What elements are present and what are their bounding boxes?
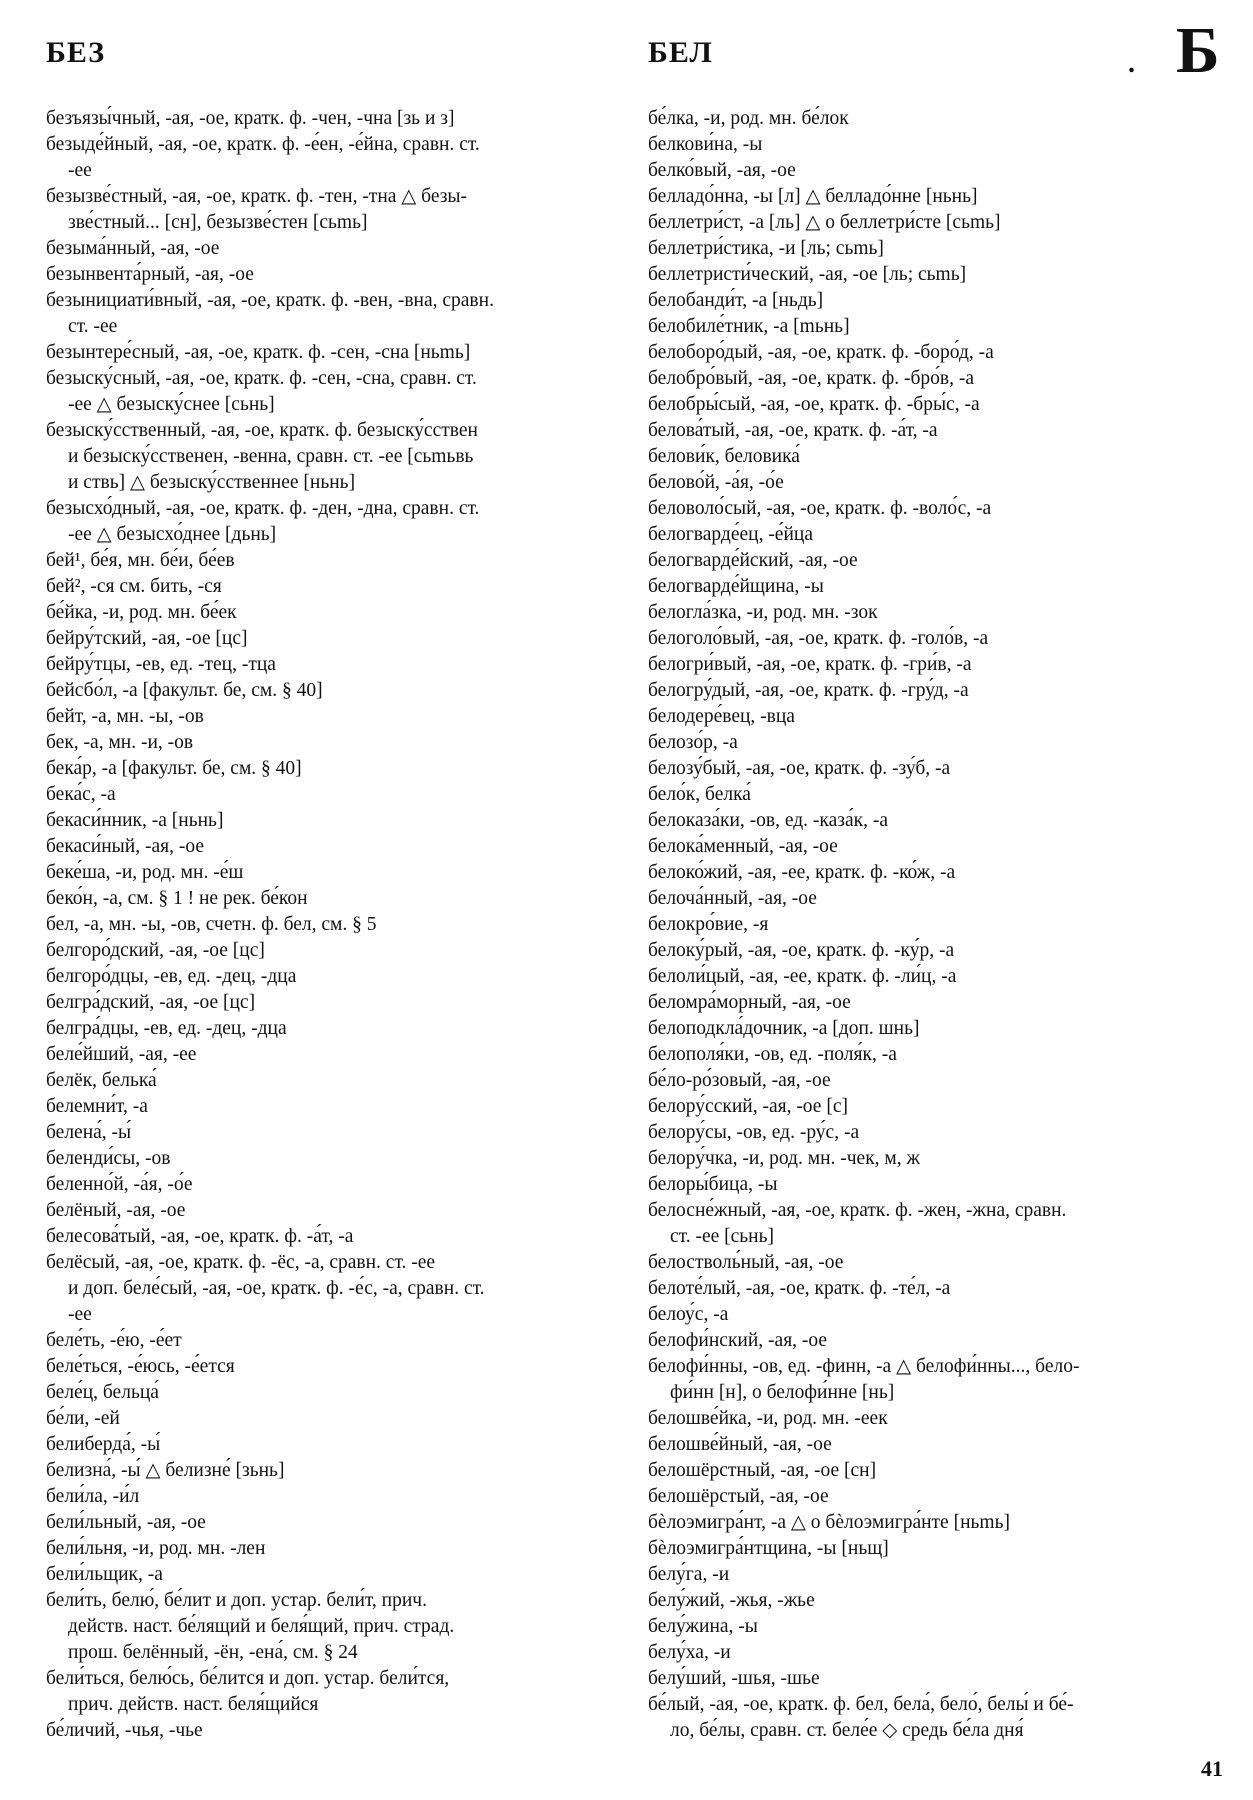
dictionary-line: бе́личий, -чья, -чье bbox=[46, 1720, 203, 1741]
dictionary-line: белгоро́дский, -ая, -ое [цс] bbox=[46, 940, 265, 961]
dictionary-line: белоли́цый, -ая, -ее, кратк. ф. -ли́ц, -а bbox=[648, 966, 957, 987]
dictionary-line: беллетри́ст, -а [ль] △ о беллетри́сте [сьmь] bbox=[648, 212, 1001, 233]
dictionary-line: безынвента́рный, -ая, -ое bbox=[46, 264, 254, 285]
dictionary-line: действ. наст. бе́лящий и беля́щий, прич. страд. bbox=[68, 1616, 455, 1637]
dictionary-line: белгра́дский, -ая, -ое [цс] bbox=[46, 992, 256, 1013]
dictionary-line: бе́ли, -ей bbox=[46, 1408, 120, 1429]
running-head-left: БЕЗ bbox=[46, 36, 106, 69]
dictionary-line: белоказа́ки, -ов, ед. -каза́к, -а bbox=[648, 810, 888, 831]
dictionary-line: бека́с, -а bbox=[46, 784, 116, 805]
dictionary-line: бѐлоэмигра́нтщина, -ы [ньщ] bbox=[648, 1538, 889, 1559]
dictionary-line: белошве́йка, -и, род. мн. -еек bbox=[648, 1408, 888, 1429]
dictionary-line: бейру́тский, -ая, -ое [цс] bbox=[46, 628, 248, 649]
dictionary-line: бели́льный, -ая, -ое bbox=[46, 1512, 206, 1533]
dictionary-line: белозу́бый, -ая, -ое, кратк. ф. -зу́б, -а bbox=[648, 758, 951, 779]
dictionary-line: белу́ха, -и bbox=[648, 1642, 731, 1663]
dictionary-line: белизна́, -ы́ △ белизне́ [зьнь] bbox=[46, 1460, 285, 1481]
dictionary-line: бей¹, бе́я, мн. бе́и, бе́ев bbox=[46, 550, 235, 571]
dictionary-line: белобро́вый, -ая, -ое, кратк. ф. -бро́в, -а bbox=[648, 368, 974, 389]
right-column bbox=[648, 106, 1213, 1744]
dictionary-line: белёк, белька́ bbox=[46, 1070, 157, 1091]
dictionary-line: бе́лый, -ая, -ое, кратк. ф. бел, бела́, бело́, белы́ и бе́- bbox=[648, 1694, 1074, 1715]
dictionary-line: бѐлоэмигра́нт, -а △ о бѐлоэмигра́нте [ньmь] bbox=[648, 1512, 1010, 1533]
dictionary-line: бекаси́ный, -ая, -ое bbox=[46, 836, 204, 857]
dictionary-line: белофи́нны, -ов, ед. -финн, -а △ белофи́нны..., бело- bbox=[648, 1356, 1080, 1377]
dictionary-line: и ствь] △ безыску́сственнее [ньнь] bbox=[68, 472, 356, 493]
dictionary-line: бел, -а, мн. -ы, -ов, счетн. ф. бел, см. § 5 bbox=[46, 914, 377, 935]
dictionary-line: ст. -ее [сьнь] bbox=[670, 1226, 775, 1247]
dictionary-line: белогварде́йщина, -ы bbox=[648, 576, 824, 597]
dictionary-line: безыма́нный, -ая, -ое bbox=[46, 238, 220, 259]
dictionary-line: безысхо́дный, -ая, -ое, кратк. ф. -ден, -дна, сравн. ст. bbox=[46, 498, 480, 519]
dictionary-line: белу́га, -и bbox=[648, 1564, 730, 1585]
dictionary-line: и безыску́сственен, -венна, сравн. ст. -ее [сьmьвь bbox=[68, 446, 474, 467]
dictionary-line: белладо́нна, -ы [л] △ белладо́нне [ньнь] bbox=[648, 186, 978, 207]
dictionary-line: -ее bbox=[68, 1304, 92, 1325]
dictionary-line: белена́, -ы́ bbox=[46, 1122, 132, 1143]
dictionary-line: белобиле́тник, -а [mьнь] bbox=[648, 316, 850, 337]
dictionary-line: бе́ло-ро́зовый, -ая, -ое bbox=[648, 1070, 831, 1091]
dictionary-line: прич. действ. наст. беля́щийся bbox=[68, 1694, 319, 1715]
dictionary-line: белу́жина, -ы bbox=[648, 1616, 758, 1637]
dictionary-line: белока́менный, -ая, -ое bbox=[648, 836, 838, 857]
dictionary-line: белокро́вие, -я bbox=[648, 914, 769, 935]
dictionary-line: белогварде́йский, -ая, -ое bbox=[648, 550, 858, 571]
dictionary-line: белко́вый, -ая, -ое bbox=[648, 160, 796, 181]
dictionary-line: белогру́дый, -ая, -ое, кратк. ф. -гру́д, -а bbox=[648, 680, 969, 701]
dictionary-line: безынтере́сный, -ая, -ое, кратк. ф. -сен, -сна [ньmь] bbox=[46, 342, 471, 363]
dictionary-line: прош. белённый, -ён, -ена́, см. § 24 bbox=[68, 1642, 358, 1663]
dictionary-line: белошёрстный, -ая, -ое [сн] bbox=[648, 1460, 877, 1481]
dictionary-line: беле́ц, бельца́ bbox=[46, 1382, 159, 1403]
dictionary-line: бели́ла, -и́л bbox=[46, 1486, 140, 1507]
dictionary-line: бейт, -а, мн. -ы, -ов bbox=[46, 706, 204, 727]
dictionary-line: зве́стный... [сн], безызве́стен [сьmь] bbox=[68, 212, 368, 233]
dictionary-line: белошёрстый, -ая, -ое bbox=[648, 1486, 829, 1507]
dictionary-line: беленно́й, -а́я, -о́е bbox=[46, 1174, 193, 1195]
left-column bbox=[46, 106, 611, 1744]
dictionary-line: бек, -а, мн. -и, -ов bbox=[46, 732, 194, 753]
dictionary-line: белкови́на, -ы bbox=[648, 134, 763, 155]
dictionary-line: -ее bbox=[68, 160, 92, 181]
dictionary-line: белошве́йный, -ая, -ое bbox=[648, 1434, 832, 1455]
dictionary-line: бели́льщик, -а bbox=[46, 1564, 163, 1585]
page-number: 41 bbox=[1201, 1756, 1223, 1781]
dictionary-line: ло, бе́лы, сравн. ст. беле́е ◇ средь бе́ла дня́ bbox=[670, 1720, 1024, 1741]
dictionary-line: белу́жий, -жья, -жье bbox=[648, 1590, 815, 1611]
dictionary-line: беллетристи́ческий, -ая, -ое [ль; сьmь] bbox=[648, 264, 967, 285]
dictionary-line: бека́р, -а [факульт. бе, см. § 40] bbox=[46, 758, 302, 779]
dictionary-line: беллетри́стика, -и [ль; сьmь] bbox=[648, 238, 884, 259]
dictionary-line: белоте́лый, -ая, -ое, кратк. ф. -те́л, -а bbox=[648, 1278, 951, 1299]
dictionary-line: и доп. беле́сый, -ая, -ое, кратк. ф. -е́с, -а, сравн. ст. bbox=[68, 1278, 485, 1299]
dictionary-line: белофи́нский, -ая, -ое bbox=[648, 1330, 828, 1351]
dictionary-line: белёный, -ая, -ое bbox=[46, 1200, 186, 1221]
dictionary-line: белополя́ки, -ов, ед. -поля́к, -а bbox=[648, 1044, 897, 1065]
dictionary-line: бейру́тцы, -ев, ед. -тец, -тца bbox=[46, 654, 276, 675]
dictionary-line: беле́ться, -е́юсь, -е́ется bbox=[46, 1356, 235, 1377]
dictionary-line: белиберда́, -ы́ bbox=[46, 1434, 161, 1455]
dictionary-line: белобанди́т, -а [ньдь] bbox=[648, 290, 824, 311]
dictionary-line: белесова́тый, -ая, -ое, кратк. ф. -а́т, -а bbox=[46, 1226, 354, 1247]
dictionary-line: бели́ться, белю́сь, бе́лится и доп. устар. бели́тся, bbox=[46, 1668, 450, 1689]
dictionary-line: белоу́с, -а bbox=[648, 1304, 729, 1325]
dictionary-line: белоподкла́дочник, -а [доп. шнь] bbox=[648, 1018, 920, 1039]
dictionary-line: белору́сы, -ов, ед. -ру́с, -а bbox=[648, 1122, 860, 1143]
dictionary-line: белоко́жий, -ая, -ее, кратк. ф. -ко́ж, -а bbox=[648, 862, 956, 883]
dictionary-line: бели́ть, белю́, бе́лит и доп. устар. бели́т, прич. bbox=[46, 1590, 427, 1611]
dictionary-line: безынициати́вный, -ая, -ое, кратк. ф. -вен, -вна, сравн. bbox=[46, 290, 494, 311]
dictionary-line: белобры́сый, -ая, -ое, кратк. ф. -бры́с, -а bbox=[648, 394, 980, 415]
dictionary-line: беленди́сы, -ов bbox=[46, 1148, 171, 1169]
dictionary-line: безыску́сный, -ая, -ое, кратк. ф. -сен, -сна, сравн. ст. bbox=[46, 368, 477, 389]
dictionary-line: белогварде́ец, -е́йца bbox=[648, 524, 813, 545]
dictionary-line: белоча́нный, -ая, -ое bbox=[648, 888, 817, 909]
dictionary-line: бе́лка, -и, род. мн. бе́лок bbox=[648, 108, 849, 129]
section-letter: Б bbox=[1176, 14, 1220, 87]
dictionary-line: безыску́сственный, -ая, -ое, кратк. ф. безыску́сствен bbox=[46, 420, 478, 441]
dictionary-line: беко́н, -а, см. § 1 ! не рек. бе́кон bbox=[46, 888, 308, 909]
dictionary-line: белоку́рый, -ая, -ое, кратк. ф. -ку́р, -а bbox=[648, 940, 955, 961]
dictionary-line: белодере́вец, -вца bbox=[648, 706, 795, 727]
dictionary-line: белу́ший, -шья, -шье bbox=[648, 1668, 820, 1689]
dictionary-line: фи́нн [н], о белофи́нне [нь] bbox=[670, 1382, 895, 1403]
dictionary-line: белоры́бица, -ы bbox=[648, 1174, 778, 1195]
dictionary-line: безъязы́чный, -ая, -ое, кратк. ф. -чен, -чна [зь и з] bbox=[46, 108, 455, 129]
dictionary-line: бекаси́нник, -а [ньнь] bbox=[46, 810, 224, 831]
dictionary-line: беломра́морный, -ая, -ое bbox=[648, 992, 851, 1013]
dictionary-line: белгра́дцы, -ев, ед. -дец, -дца bbox=[46, 1018, 287, 1039]
dictionary-line: беле́йший, -ая, -ее bbox=[46, 1044, 197, 1065]
dictionary-line: беке́ша, -и, род. мн. -е́ш bbox=[46, 862, 244, 883]
dictionary-line: -ее △ безысхо́днее [дьнь] bbox=[68, 524, 277, 545]
dictionary-line: белово́й, -а́я, -о́е bbox=[648, 472, 784, 493]
dictionary-line: бе́йка, -и, род. мн. бе́ек bbox=[46, 602, 237, 623]
dictionary-line: белосне́жный, -ая, -ое, кратк. ф. -жен, -жна, сравн. bbox=[648, 1200, 1067, 1221]
dictionary-line: безыде́йный, -ая, -ое, кратк. ф. -е́ен, -е́йна, сравн. ст. bbox=[46, 134, 480, 155]
dictionary-line: безызве́стный, -ая, -ое, кратк. ф. -тен, -тна △ безы- bbox=[46, 186, 468, 207]
running-head-right: БЕЛ bbox=[648, 36, 713, 69]
dictionary-line: белемни́т, -а bbox=[46, 1096, 148, 1117]
dictionary-line: белёсый, -ая, -ое, кратк. ф. -ёс, -а, сравн. ст. -ее bbox=[46, 1252, 436, 1273]
dictionary-line: белогла́зка, -и, род. мн. -зок bbox=[648, 602, 878, 623]
dictionary-line: -ее △ безыску́снее [сьнь] bbox=[68, 394, 275, 415]
dictionary-line: белору́сский, -ая, -ое [с] bbox=[648, 1096, 848, 1117]
dictionary-line: белова́тый, -ая, -ое, кратк. ф. -а́т, -а bbox=[648, 420, 938, 441]
dictionary-line: белгоро́дцы, -ев, ед. -дец, -дца bbox=[46, 966, 297, 987]
dictionary-line: бей², -ся см. бить, -ся bbox=[46, 576, 222, 597]
dictionary-line: белоборо́дый, -ая, -ое, кратк. ф. -боро́д, -а bbox=[648, 342, 994, 363]
dictionary-line: белоголо́вый, -ая, -ое, кратк. ф. -голо́в, -а bbox=[648, 628, 989, 649]
dictionary-line: бели́льня, -и, род. мн. -лен bbox=[46, 1538, 266, 1559]
dictionary-line: белостволь́ный, -ая, -ое bbox=[648, 1252, 844, 1273]
dictionary-line: беле́ть, -е́ю, -е́ет bbox=[46, 1330, 182, 1351]
dictionary-line: белогри́вый, -ая, -ое, кратк. ф. -гри́в, -а bbox=[648, 654, 972, 675]
running-head-dot: . bbox=[1128, 48, 1135, 79]
dictionary-line: белозо́р, -а bbox=[648, 732, 738, 753]
dictionary-line: ст. -ее bbox=[68, 316, 118, 337]
dictionary-line: бейсбо́л, -а [факульт. бе, см. § 40] bbox=[46, 680, 323, 701]
dictionary-line: белору́чка, -и, род. мн. -чек, м, ж bbox=[648, 1148, 920, 1169]
dictionary-line: беловоло́сый, -ая, -ое, кратк. ф. -воло́с, -а bbox=[648, 498, 992, 519]
dictionary-line: бело́к, белка́ bbox=[648, 784, 751, 805]
dictionary-line: белови́к, беловика́ bbox=[648, 446, 800, 467]
